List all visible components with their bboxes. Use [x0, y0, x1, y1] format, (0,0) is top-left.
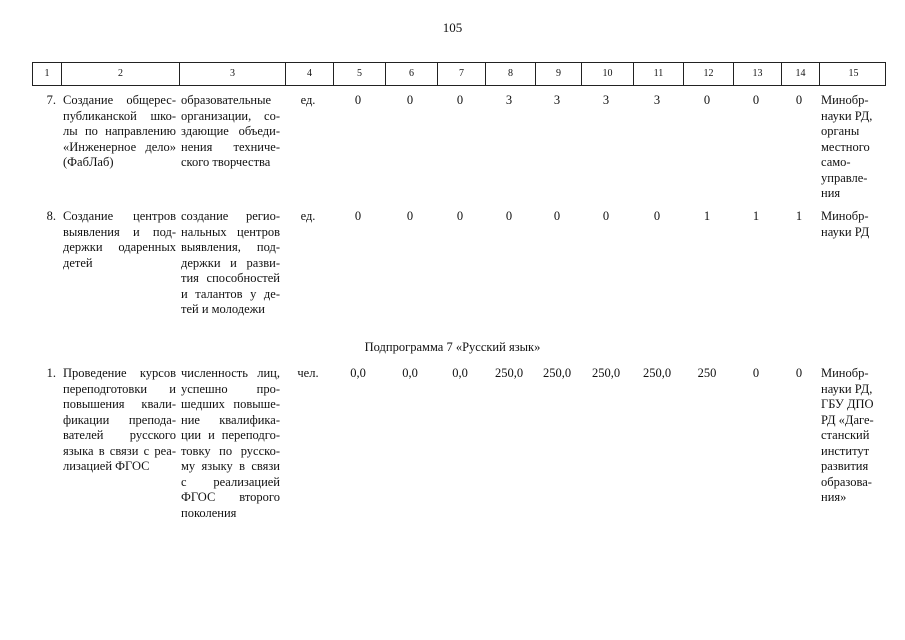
responsible-line: образова-: [821, 474, 872, 489]
value-cell: 250: [697, 366, 717, 380]
header-col-10: 10: [581, 63, 633, 85]
row-number: 7.: [46, 93, 56, 107]
name-line: детей: [63, 255, 93, 270]
name-line: языка в связи с реа-: [63, 443, 176, 458]
target-line: ние квалифика-: [181, 412, 280, 427]
header-col-8: 8: [485, 63, 535, 85]
responsible-line: Минобр-: [821, 93, 869, 107]
value-cell: 0: [553, 209, 561, 223]
target-line: ского творчества: [181, 155, 271, 169]
name-line: переподготовки и: [63, 381, 176, 396]
header-col-1: 1: [44, 68, 50, 79]
name-line: выявления и под-: [63, 224, 176, 239]
value-cell: 1: [752, 209, 760, 223]
value-cell: 0: [752, 366, 760, 380]
value-cell: 3: [602, 93, 610, 107]
unit-cell: ед.: [300, 93, 316, 107]
target-line: успешно про-: [181, 381, 280, 396]
value-cell: 3: [653, 93, 661, 107]
responsible-line: само-: [821, 155, 851, 169]
target-line: организации, со-: [181, 108, 280, 123]
header-col-9: 9: [535, 63, 581, 85]
header-col-14: 14: [781, 63, 819, 85]
responsible-line: органы: [821, 124, 860, 138]
target-line: товку по русско-: [181, 443, 280, 458]
name-line: лы по направлению: [63, 124, 176, 138]
value-cell: 0: [354, 209, 362, 223]
name-line: (ФабЛаб): [63, 155, 114, 169]
name-line: «Инженерное дело»: [63, 139, 176, 154]
row-number: 8.: [46, 209, 56, 223]
name-line: лизацией ФГОС: [63, 459, 150, 473]
responsible-line: науки РД,: [821, 381, 873, 396]
name-line: Создание общерес-: [63, 93, 176, 107]
name-line: Проведение курсов: [63, 366, 176, 380]
page-number: 105: [442, 20, 463, 35]
unit-cell: чел.: [297, 366, 319, 380]
responsible-line: Минобр-: [821, 366, 869, 380]
header-col-12: 12: [683, 63, 733, 85]
target-line: ФГОС второго: [181, 490, 280, 504]
name-line: Создание центров: [63, 209, 176, 223]
target-line: здающие объеди-: [181, 124, 280, 138]
table-header: [32, 62, 886, 86]
target-line: создание регио-: [181, 209, 280, 223]
target-line: нения техниче-: [181, 139, 280, 154]
responsible-line: науки РД: [821, 224, 870, 239]
subprogram-title: Подпрограмма 7 «Русский язык»: [364, 340, 541, 354]
header-col-6: 6: [385, 63, 437, 85]
value-cell: 250,0: [591, 366, 621, 380]
target-line: нальных центров: [181, 224, 280, 239]
name-line: вателей русского: [63, 428, 176, 442]
header-col-2: 2: [61, 63, 179, 85]
value-cell: 0: [505, 209, 513, 223]
value-cell: 250,0: [494, 366, 524, 380]
value-cell: 0,0: [350, 366, 366, 380]
value-cell: 0: [406, 93, 414, 107]
value-cell: 3: [553, 93, 561, 107]
value-cell: 0: [653, 209, 661, 223]
target-line: му языку в связи: [181, 459, 280, 473]
row-number: 1.: [46, 366, 56, 380]
target-line: образовательные: [181, 93, 272, 107]
responsible-line: ГБУ ДПО: [821, 397, 874, 411]
target-line: тия способностей: [181, 271, 280, 285]
value-cell: 0: [456, 209, 464, 223]
value-cell: 0: [406, 209, 414, 223]
target-line: держки и разви-: [181, 255, 280, 270]
header-col-7: 7: [437, 63, 485, 85]
target-line: выявления, под-: [181, 240, 280, 254]
header-col-15: 15: [819, 63, 887, 85]
value-cell: 0: [703, 93, 711, 107]
responsible-line: ния: [821, 186, 841, 200]
target-line: численность лиц,: [181, 366, 280, 380]
value-cell: 0,0: [452, 366, 468, 380]
target-line: тей и молодежи: [181, 302, 265, 316]
value-cell: 0: [354, 93, 362, 107]
value-cell: 0,0: [402, 366, 418, 380]
value-cell: 3: [505, 93, 513, 107]
responsible-line: управле-: [821, 170, 868, 185]
value-cell: 0: [602, 209, 610, 223]
header-col-5: 5: [333, 63, 385, 85]
responsible-line: науки РД,: [821, 108, 873, 123]
value-cell: 1: [703, 209, 711, 223]
name-line: держки одаренных: [63, 240, 176, 254]
value-cell: 0: [752, 93, 760, 107]
responsible-line: местного: [821, 139, 870, 154]
target-line: шедших повыше-: [181, 397, 280, 411]
value-cell: 1: [795, 209, 803, 223]
name-line: повышения квали-: [63, 397, 176, 411]
responsible-line: РД «Даге-: [821, 412, 874, 427]
header-col-3: 3: [179, 63, 285, 85]
responsible-line: Минобр-: [821, 209, 869, 223]
target-line: поколения: [181, 505, 237, 520]
value-cell: 0: [795, 366, 803, 380]
value-cell: 0: [795, 93, 803, 107]
target-line: и талантов у де-: [181, 286, 280, 301]
name-line: публиканской шко-: [63, 108, 176, 123]
responsible-line: развития: [821, 459, 869, 473]
target-line: с реализацией: [181, 474, 280, 489]
value-cell: 250,0: [542, 366, 572, 380]
responsible-line: ния»: [821, 490, 847, 504]
target-line: ции и переподго-: [181, 428, 280, 442]
unit-cell: ед.: [300, 209, 316, 223]
value-cell: 250,0: [642, 366, 672, 380]
header-col-4: 4: [285, 63, 333, 85]
header-col-13: 13: [733, 63, 781, 85]
header-col-11: 11: [633, 63, 683, 85]
name-line: фикации препода-: [63, 412, 176, 427]
responsible-line: станский: [821, 428, 870, 442]
value-cell: 0: [456, 93, 464, 107]
responsible-line: институт: [821, 443, 870, 458]
